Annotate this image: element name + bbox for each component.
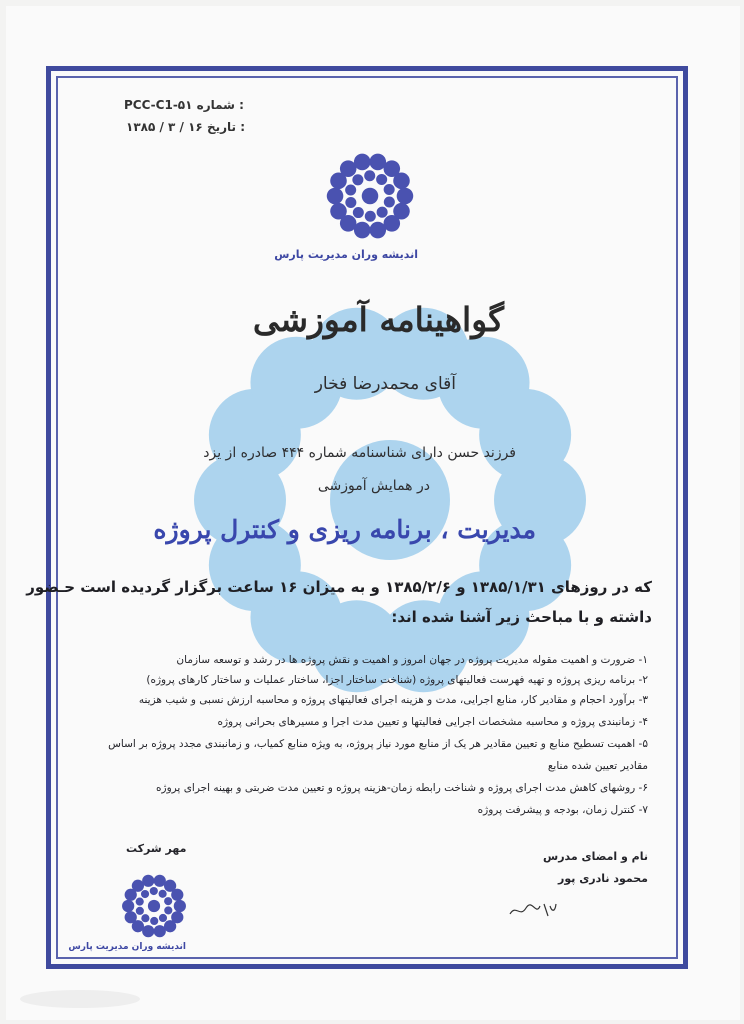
company-seal-logo-icon — [120, 872, 188, 940]
topic-item: ۵- اهمیت تسطیح منابع و تعیین مقادیر هر یک از منابع مورد نیاز پروژه، به ویژه منابع کمیاب، و زمانبندی مجدد پروژه بر اساس — [108, 738, 648, 750]
event-line: در همایش آموزشی — [317, 478, 430, 494]
topic-item: ۳- برآورد احجام و مقادیر کار، منابع اجرایی، مدت و هزینه اجرای فعالیتهای پروژه و محاسبه ارزش نسبی و شیب هزینه — [138, 694, 648, 706]
flower-watermark-icon — [190, 300, 590, 700]
topic-item: ۲- برنامه ریزی پروژه و تهیه فهرست فعالیتهای پروژه (شناخت ساختار اجزا، ساختار عملیات و ساختار کارهای پروژه) — [146, 674, 648, 686]
attendance-paragraph-line2: داشته و با مباحث زیر آشنا شده اند: — [391, 608, 652, 626]
topic-item: ۴- زمانبندی پروژه و محاسبه مشخصات اجرایی فعالیتها و تعیین مدت اجرا و مسیرهای بحرانی پروژه — [217, 716, 648, 728]
certificate-title: گواهینامه آموزشی — [252, 300, 504, 339]
instructor-signature-label: نام و امضای مدرس — [543, 850, 648, 863]
attendance-paragraph-line1: که در روزهای ۱۳۸۵/۱/۳۱ و ۱۳۸۵/۲/۶ و به میزان ۱۶ ساعت برگزار گردیده است حـضور — [26, 578, 652, 596]
topic-item: ۷- کنترل زمان، بودجه و پیشرفت پروژه — [477, 804, 648, 816]
handwritten-signature — [508, 900, 558, 920]
topic-item: ۶- روشهای کاهش مدت اجرای پروژه و شناخت رابطه زمان-هزینه پروژه و تعیین مدت ضربتی و بهینه اجرای پروژه — [156, 782, 648, 794]
father-line: فرزند حسن دارای شناسنامه شماره ۴۴۴ صادره از یزد — [203, 445, 516, 461]
seal-organization-name: اندیشه وران مدیریت پارس — [68, 942, 186, 952]
course-title: مدیریت ، برنامه ریزی و کنترل پروژه — [153, 515, 536, 544]
topic-item: ۱- ضرورت و اهمیت مقوله مدیریت پروژه در جهان امروز و اهمیت و نقش پروژه ها در رشد و توسعه سازمان — [176, 654, 648, 666]
certificate-date: ۱۳۸۵ / ۳ / ۱۶ تاریخ : — [126, 120, 245, 134]
company-logo-icon — [324, 150, 416, 242]
recipient-name: آقای محمدرضا فخار — [314, 374, 456, 394]
organization-name: اندیشه وران مدیریت پارس — [274, 248, 418, 261]
company-seal-label: مهر شرکت — [126, 842, 187, 855]
certificate-number: PCC-C1-۵۱ شماره : — [124, 98, 244, 112]
paper-scuff — [20, 990, 140, 1008]
instructor-name: محمود نادری پور — [558, 872, 648, 885]
topic-item-continuation: مقادیر تعیین شده منابع — [547, 760, 648, 772]
